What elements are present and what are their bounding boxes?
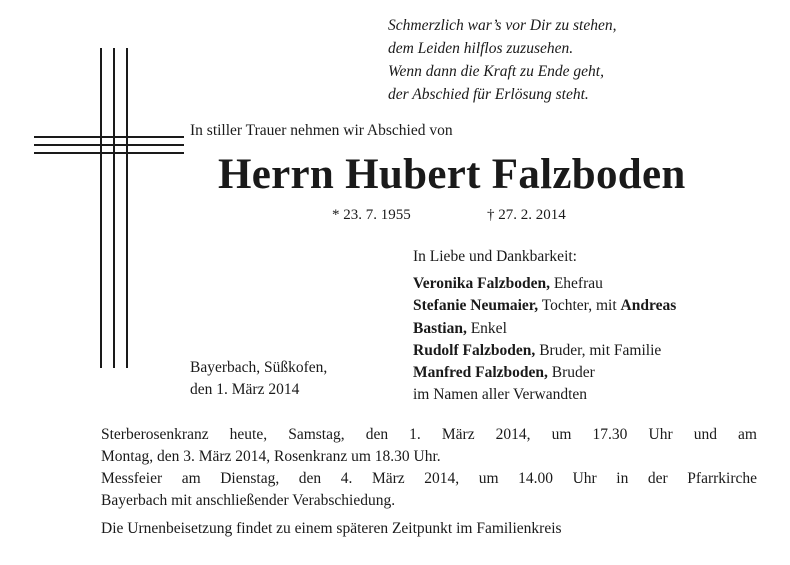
cross-vertical-middle	[113, 48, 115, 368]
mourner-relation: Bruder, mit Familie	[535, 341, 662, 359]
mourner-relation: Tochter, mit	[538, 297, 621, 315]
intro-text: In stiller Trauer nehmen wir Abschied von	[190, 122, 453, 139]
cross-horizontal-bottom	[34, 152, 184, 154]
mourner-name: Veronika Falzboden,	[413, 275, 550, 293]
cross-icon	[28, 48, 188, 368]
poem	[388, 14, 768, 106]
mourner-name: Manfred Falzboden,	[413, 364, 548, 382]
cross-vertical-right	[126, 48, 128, 368]
funeral-notice	[101, 424, 757, 540]
cross-horizontal-top	[34, 136, 184, 138]
mourners-closing: im Namen aller Verwandten	[413, 386, 588, 404]
rosary-line-1: Sterberosenkranz heute, Samstag, den 1. März 2014, um 17.30 Uhr und am	[101, 426, 757, 443]
rosary-line-2: Montag, den 3. März 2014, Rosenkranz um 18.30 Uhr.	[101, 448, 441, 465]
place-date-text: den 1. März 2014	[190, 381, 300, 399]
poem-line: Schmerzlich war’s vor Dir zu stehen,	[388, 17, 617, 34]
mourner-relation: Ehefrau	[549, 275, 603, 293]
mourner-line	[413, 318, 783, 340]
mourners-heading: In Liebe und Dankbarkeit:	[413, 248, 577, 265]
cross-horizontal-middle	[34, 144, 184, 146]
mourner-line	[413, 295, 783, 317]
place-location: Bayerbach, Süßkofen,	[190, 359, 328, 376]
deceased-name: Herrn Hubert Falzboden	[218, 151, 686, 198]
mass-line-2: Bayerbach mit anschließender Verabschiedung.	[101, 492, 396, 509]
death-date: † 27. 2. 2014	[487, 207, 566, 223]
mourner-name: Rudolf Falzboden,	[413, 341, 536, 359]
mourner-line	[413, 362, 783, 384]
place-date	[190, 357, 327, 401]
burial-text: Die Urnenbeisetzung findet zu einem späteren Zeitpunkt im Familienkreis	[101, 520, 562, 537]
mourners-list	[413, 246, 783, 406]
mourner-relation: Bruder	[547, 364, 595, 382]
mourner-name: Andreas	[620, 297, 677, 315]
mourner-line	[413, 340, 783, 362]
poem-line: Wenn dann die Kraft zu Ende geht,	[388, 63, 604, 80]
mourner-name: Stefanie Neumaier,	[413, 297, 539, 315]
birth-date: * 23. 7. 1955	[332, 207, 411, 223]
mourner-relation: Enkel	[466, 319, 507, 337]
mourner-name: Bastian,	[413, 319, 467, 337]
cross-vertical-left	[100, 48, 102, 368]
mass-line-1: Messfeier am Dienstag, den 4. März 2014, um 14.00 Uhr in der Pfarrkirche	[101, 470, 757, 487]
poem-line: dem Leiden hilflos zuzusehen.	[388, 40, 574, 57]
mourner-line	[413, 273, 783, 295]
poem-line: der Abschied für Erlösung steht.	[388, 86, 589, 103]
